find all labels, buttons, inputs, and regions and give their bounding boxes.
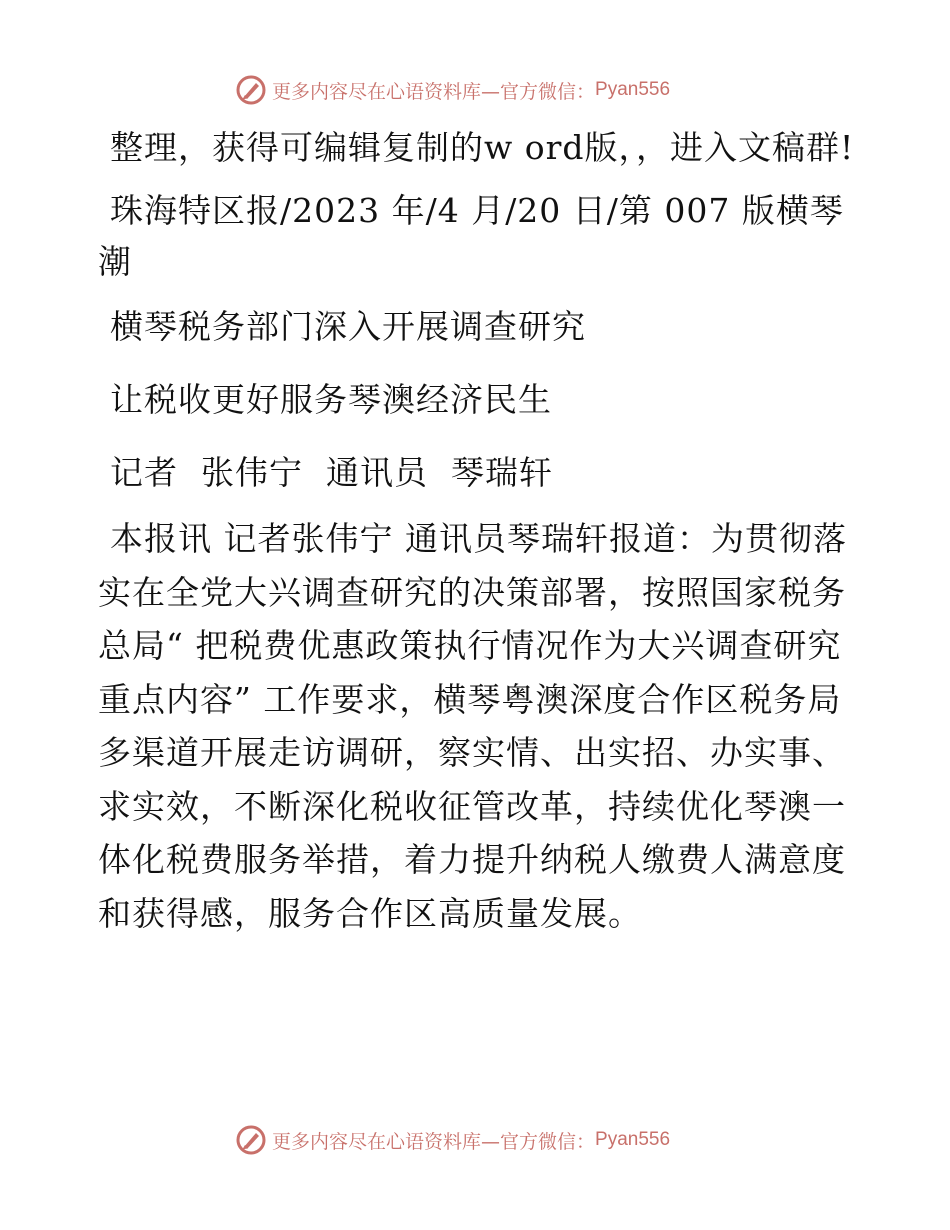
watermark-text: 更多内容尽在心语资料库—官方微信： [272, 80, 596, 103]
pen-nib-logo-icon [234, 1123, 268, 1157]
pen-nib-logo-icon [234, 73, 268, 107]
intro-paragraph: 整理，获得可编辑复制的w ord版，，进入文稿群! [110, 128, 855, 167]
byline: 记者 张伟宁 通讯员 琴瑞轩 [110, 453, 553, 492]
header-watermark [234, 72, 670, 108]
source-line: 珠海特区报/2023 年/4 月/20 日/第 007 版横琴潮 [98, 191, 844, 281]
document-body [98, 122, 858, 940]
watermark-text: 更多内容尽在心语资料库—官方微信： [272, 1130, 596, 1153]
footer-watermark [234, 1122, 670, 1158]
article-title-line-1: 横琴税务部门深入开展调查研究 [110, 307, 586, 346]
watermark-wechat-id: Pyan556 [595, 79, 671, 100]
watermark-wechat-id: Pyan556 [595, 1129, 671, 1150]
body-paragraph: 本报讯 记者张伟宁 通讯员琴瑞轩报道：为贯彻落实在全党大兴调查研究的决策部署，按照国家税务总局“ 把税费优惠政策执行情况作为大兴调查研究重点内容” 工作要求，横琴粤澳深度合作区税务局多渠道开展走访调研，察实情、出实招、办实事、求实效，不断深化税收征管改革，持续优化琴澳一体化税费服务举措，着力提升纳税人缴费人满意度和获得感，服务合作区高质量发展。 [98, 519, 847, 933]
article-title-line-2: 让税收更好服务琴澳经济民生 [110, 380, 552, 419]
